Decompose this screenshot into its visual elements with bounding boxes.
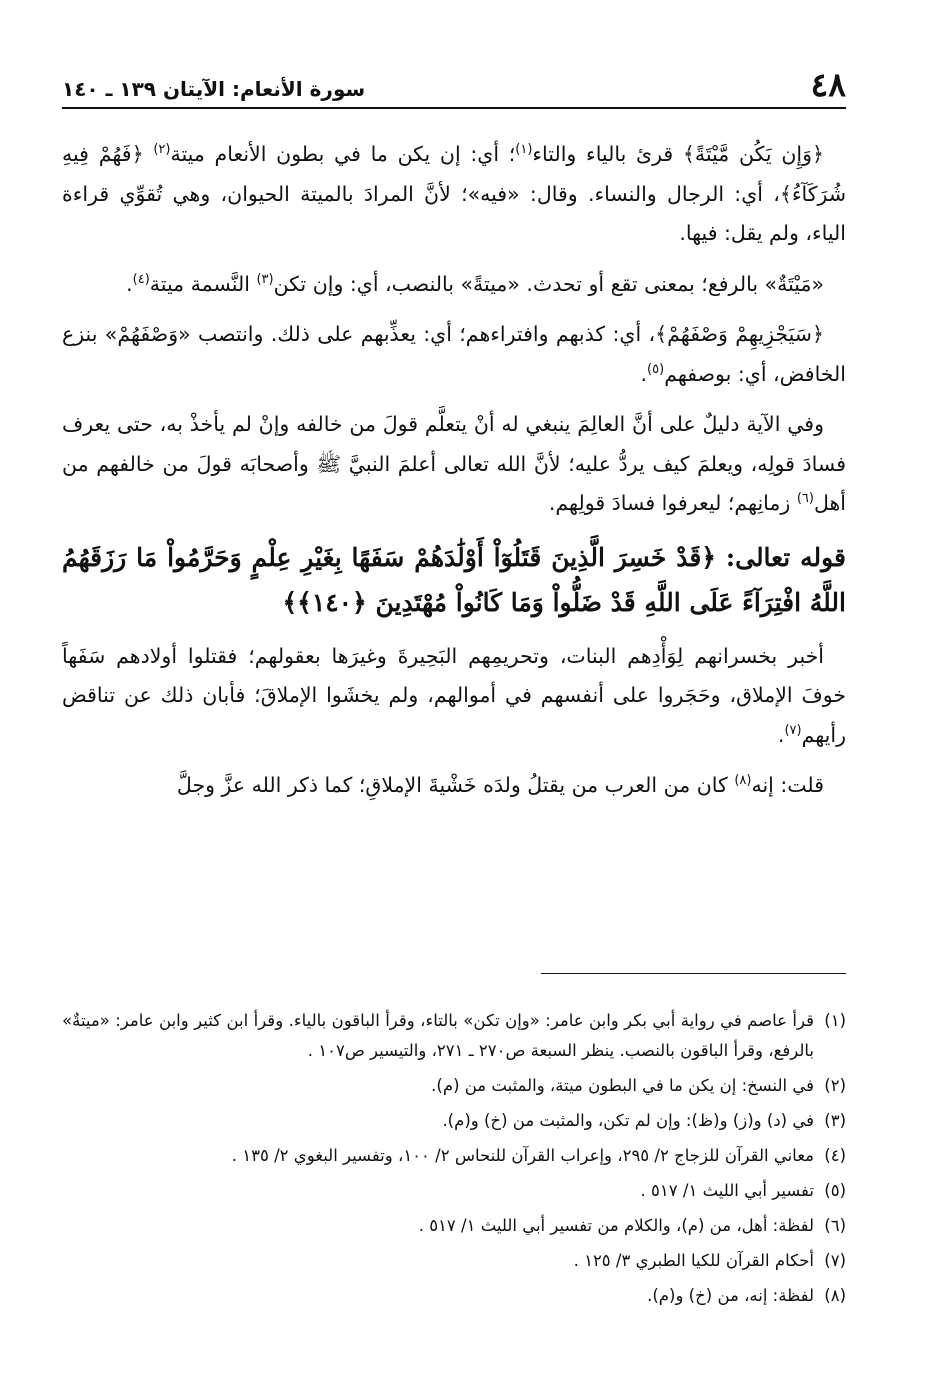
footnotes xyxy=(62,1006,846,1316)
paragraph: «مَيْتَةٌ» بالرفع؛ بمعنى تقع أو تحدث. «ميتةً» بالنصب، أي: وإن تكن$^{(٣)}$ النَّسمة ميتة$^{(٤)}$. xyxy=(126,271,824,296)
paragraph: قلت: إنه$^{(٨)}$ كان من العرب من يقتلُ ولدَه خَشْيةَ الإملاقِ؛ كما ذكر الله عزَّ وجلَّ xyxy=(176,773,824,797)
paragraph: أخبر بخسرانهم لِوَأْدِهم البنات، وتحريمِهم البَحِيرةَ وغيرَها بعقولهم؛ فقتلوا أولادهم سَفَهاً خوفَ الإملاق، وحَجَروا على أنفسهم في أموالهم، ولم يخشَوا الإملاقَ؛ فأبان ذلك عن تناقض رأيهم$^{(٧)}$. xyxy=(62,643,846,747)
footnote-number: (٥) xyxy=(824,1181,846,1200)
footnote-text: في النسخ: إن يكن ما في البطون ميتة، والمثبت من (م). xyxy=(431,1076,814,1095)
footnote xyxy=(62,1071,846,1101)
footnote xyxy=(62,1246,846,1276)
footnote-number: (٤) xyxy=(824,1146,846,1165)
footnote-number: (١) xyxy=(824,1011,846,1030)
footnote xyxy=(62,1281,846,1311)
running-title: سورة الأنعام: الآيتان ١٣٩ ـ ١٤٠ xyxy=(62,77,366,101)
footnote xyxy=(62,1106,846,1136)
footnote-text: قرأ عاصم في رواية أبي بكر وابن عامر: «وإن تكن» بالتاء، وقرأ الباقون بالياء. وقرأ ابن كثير وابن عامر: «ميتةٌ» بالرفع، وقرأ الباقون بالنصب. ينظر السبعة ص٢٧٠ ـ ٢٧١، والتيسير ص١٠٧ . xyxy=(62,1011,814,1060)
footnote-ref: (٥) xyxy=(647,361,665,377)
footnote-ref: (٨) xyxy=(734,773,752,789)
main-text xyxy=(62,135,846,817)
footnote-number: (٢) xyxy=(824,1076,846,1095)
footnote-text: معاني القرآن للزجاج ٢/ ٢٩٥، وإعراب القرآن للنحاس ٢/ ١٠٠، وتفسير البغوي ٢/ ١٣٥ . xyxy=(231,1146,814,1165)
footnote-text: أحكام القرآن للكيا الطبري ٣/ ١٢٥ . xyxy=(573,1251,814,1270)
footnote-text: في (د) و(ز) و(ظ): وإن لم تكن، والمثبت من (خ) و(م). xyxy=(442,1111,814,1130)
page-header xyxy=(62,62,846,102)
paragraph: ﴿سَيَجْزِيهِمْ وَصْفَهُمْ﴾، أي: كذبهم وافتراءهم؛ أي: يعذِّبهم على ذلك. وانتصب «وَصْفَهُمْ» بنزع الخافض، أي: بوصفهم$^{(٥)}$. xyxy=(62,322,846,386)
page-number: ٤٨ xyxy=(810,65,846,104)
footnote-ref: (١) xyxy=(515,142,533,158)
footnote-ref: (٣) xyxy=(256,271,274,287)
paragraph: وفي الآية دليلٌ على أنَّ العالِمَ ينبغي له أنْ يتعلَّم قولَ من خالفه وإنْ لم يأخذْ به، حتى يعرف فسادَ قولِه، ويعلمَ كيف يردُّ عليه؛ لأنَّ الله تعالى أعلمَ النبيَّ ﷺ وأصحابَه قولَ من خالفهم من أهل$^{(٦)}$ زمانِهم؛ ليعرفوا فسادَ قولِهم. xyxy=(62,412,846,515)
footnote-ref: (٢) xyxy=(153,142,171,158)
footnote-number: (٣) xyxy=(824,1111,846,1130)
footnote-text: لفظة: إنه، من (خ) و(م). xyxy=(647,1286,814,1305)
footnote-text: لفظة: أهل، من (م)، والكلام من تفسير أبي الليث ١/ ٥١٧ . xyxy=(418,1216,814,1235)
footnote-separator xyxy=(541,973,846,974)
footnote xyxy=(62,1006,846,1066)
verse-heading: قوله تعالى: ﴿قَدْ خَسِرَ الَّذِينَ قَتَلُوٓاْ أَوْلَٰدَهُمْ سَفَهًا بِغَيْرِ عِلْمٍ وَحَرَّمُواْ مَا رَزَقَهُمُ اللَّهُ افْتِرَآءً عَلَى اللَّهِ قَدْ ضَلُّواْ وَمَا كَانُواْ مُهْتَدِينَ ﴿١٤٠﴾﴾ xyxy=(62,542,846,617)
footnote-number: (٧) xyxy=(824,1251,846,1270)
footnote xyxy=(62,1176,846,1206)
footnote-ref: (٧) xyxy=(784,722,802,738)
footnote-text: تفسير أبي الليث ١/ ٥١٧ . xyxy=(640,1181,814,1200)
footnote-ref: (٦) xyxy=(796,491,814,507)
footnote xyxy=(62,1141,846,1171)
footnote-number: (٦) xyxy=(824,1216,846,1235)
header-rule xyxy=(62,107,846,109)
footnote-number: (٨) xyxy=(824,1286,846,1305)
paragraph: ﴿وَإِن يَكُن مَّيْتَةً﴾ قرئ بالياء والتاء$^{(١)}$؛ أي: إن يكن ما في بطون الأنعام ميتة$^{(٢)}$ ﴿فَهُمْ فِيهِ شُرَكَآءُ﴾، أي: الرجال والنساء. وقال: «فيه»؛ لأنَّ المرادَ بالميتة الحيوان، وهي تُقوِّي قراءة الياء، ولم يقل: فيها. xyxy=(62,142,846,245)
footnote-ref: (٤) xyxy=(132,271,150,287)
footnote xyxy=(62,1211,846,1241)
